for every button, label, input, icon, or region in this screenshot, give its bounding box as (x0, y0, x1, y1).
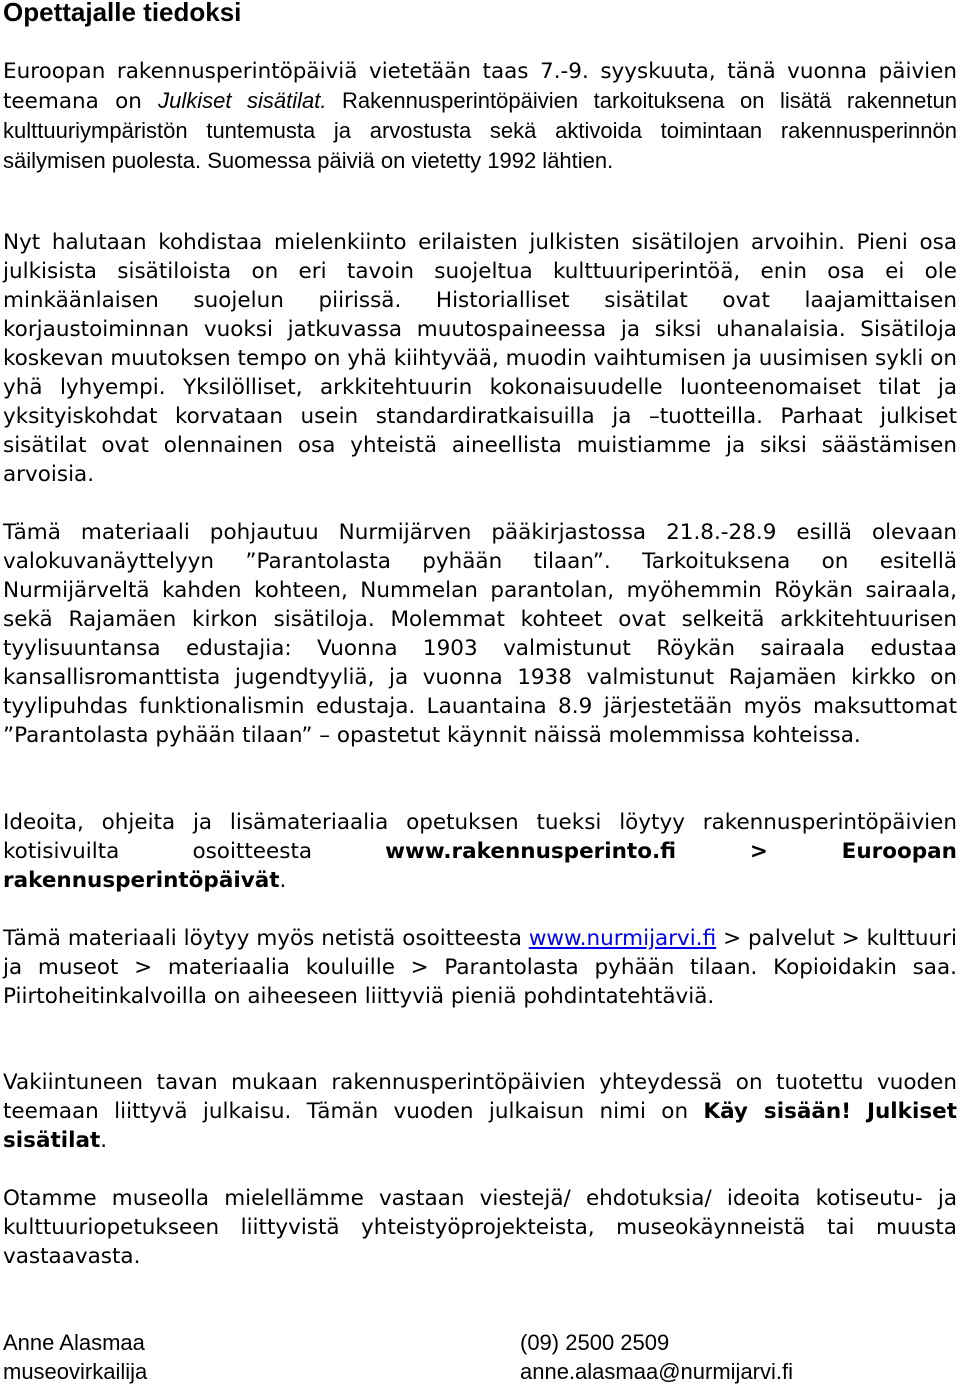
contact-name: Anne Alasmaa (3, 1330, 145, 1355)
material-path-text: > palvelut > kulttuuri ja museot > materiaalia kouluille > Parantolasta pyhään tilaan. Kopioidakin saa. Piirtoheitinkalvoilla on aiheeseen liittyviä pieniä pohdintatehtäviä. (3, 926, 957, 1009)
nurmijarvi-link[interactable]: www.nurmijarvi.fi (528, 926, 717, 951)
ideas-paragraph (3, 808, 957, 895)
publication-title: Käy sisään! Julkiset sisätilat (3, 1099, 957, 1153)
exhibition-paragraph: Tämä materiaali pohjautuu Nurmijärven pääkirjastossa 21.8.-28.9 esillä olevaan valokuvanäyttelyyn ”Parantolasta pyhään tilaan”. Tarkoituksena on esitellä Nurmijärveltä kahden kohteen, Nummelan parantolan, myöhemmin Röykän sairaala, sekä Rajamäen kirkon sisätiloja. Molemmat kohteet ovat selkeitä arkkitehtuurisen tyylisuuntansa edustajia: Vuonna 1903 valmistunut Röykän sairaala edustaa kansallisromanttista jugendtyyliä, ja vuonna 1938 valmistunut Rajamäen kirkko on tyylipuhdas funktionalismin edustaja. Lauantaina 8.9 järjestetään myös maksuttomat ”Parantolasta pyhään tilaan” – opastetut käynnit näissä molemmissa kohteissa. (3, 520, 957, 748)
publication-paragraph (3, 1068, 957, 1155)
contact-title: museovirkailija (3, 1359, 148, 1384)
contact-email[interactable]: anne.alasmaa@nurmijarvi.fi (520, 1359, 794, 1384)
theme-name: Julkiset sisätilat. (158, 88, 327, 113)
contact-phone: (09) 2500 2509 (520, 1330, 670, 1355)
page-title: Opettajalle tiedoksi (3, 0, 242, 27)
heritage-website-path: www.rakennusperinto.fi > Euroopan rakennusperintöpäivät (3, 839, 957, 893)
publication-text: Vakiintuneen tavan mukaan rakennusperintöpäivien yhteydessä on tuotettu vuoden teemaan liittyvä julkaisu. Tämän vuoden julkaisun nimi on (3, 1070, 957, 1124)
ideas-end: . (279, 868, 287, 893)
contact-details (520, 1328, 793, 1386)
material-text: Tämä materiaali löytyy myös netistä osoitteesta (3, 926, 529, 951)
publication-end: . (100, 1128, 108, 1153)
interiors-paragraph: Nyt halutaan kohdistaa mielenkiinto erilaisten julkisten sisätilojen arvoihin. Pieni osa julkisista sisätiloista on eri tavoin suojeltua kulttuuriperintöä, enin osa ei ole minkäänlaisen suojelun piirissä. Historialliset sisätilat ovat laajamittaisen korjaustoiminnan vuoksi jatkuvassa muutospaineessa ja siksi uhanalaisia. Sisätiloja koskevan muutoksen tempo on yhä kiihtyvää, muodin vaihtumisen ja uusimisen sykli on yhä lyhyempi. Yksilölliset, arkkitehtuurin kokonaisuudelle luonteenomaiset tilat ja yksityiskohdat korvataan usein standardiratkaisuilla ja –tuotteilla. Parhaat julkiset sisätilat ovat olennainen osa yhteistä aineellista muistiamme ja siksi säästämisen arvoisia. (3, 230, 957, 487)
ideas-text: Ideoita, ohjeita ja lisämateriaalia opetuksen tueksi löytyy rakennusperintöpäivien kotisivuilta osoitteesta (3, 810, 957, 864)
intro-paragraph (3, 57, 957, 176)
contact-person (3, 1328, 147, 1386)
intro-text-end: Rakennusperintöpäivien tarkoituksena on lisätä rakennetun kulttuuriympäristön tuntemusta ja arvostusta sekä aktivoida toimintaan rakennusperinnön säilymisen puolesta. Suomessa päiviä on vietetty 1992 lähtien. (3, 88, 957, 173)
intro-text-start: Euroopan rakennusperintöpäiviä vietetään taas 7.-9. syyskuuta, tänä vuonna päivien teemana on (3, 59, 957, 114)
material-paragraph (3, 924, 957, 1011)
feedback-paragraph: Otamme museolla mielellämme vastaan viestejä/ ehdotuksia/ ideoita kotiseutu- ja kulttuuriopetukseen liittyvistä yhteistyöprojekteista, museokäynneistä tai muusta vastaavasta. (3, 1186, 957, 1269)
